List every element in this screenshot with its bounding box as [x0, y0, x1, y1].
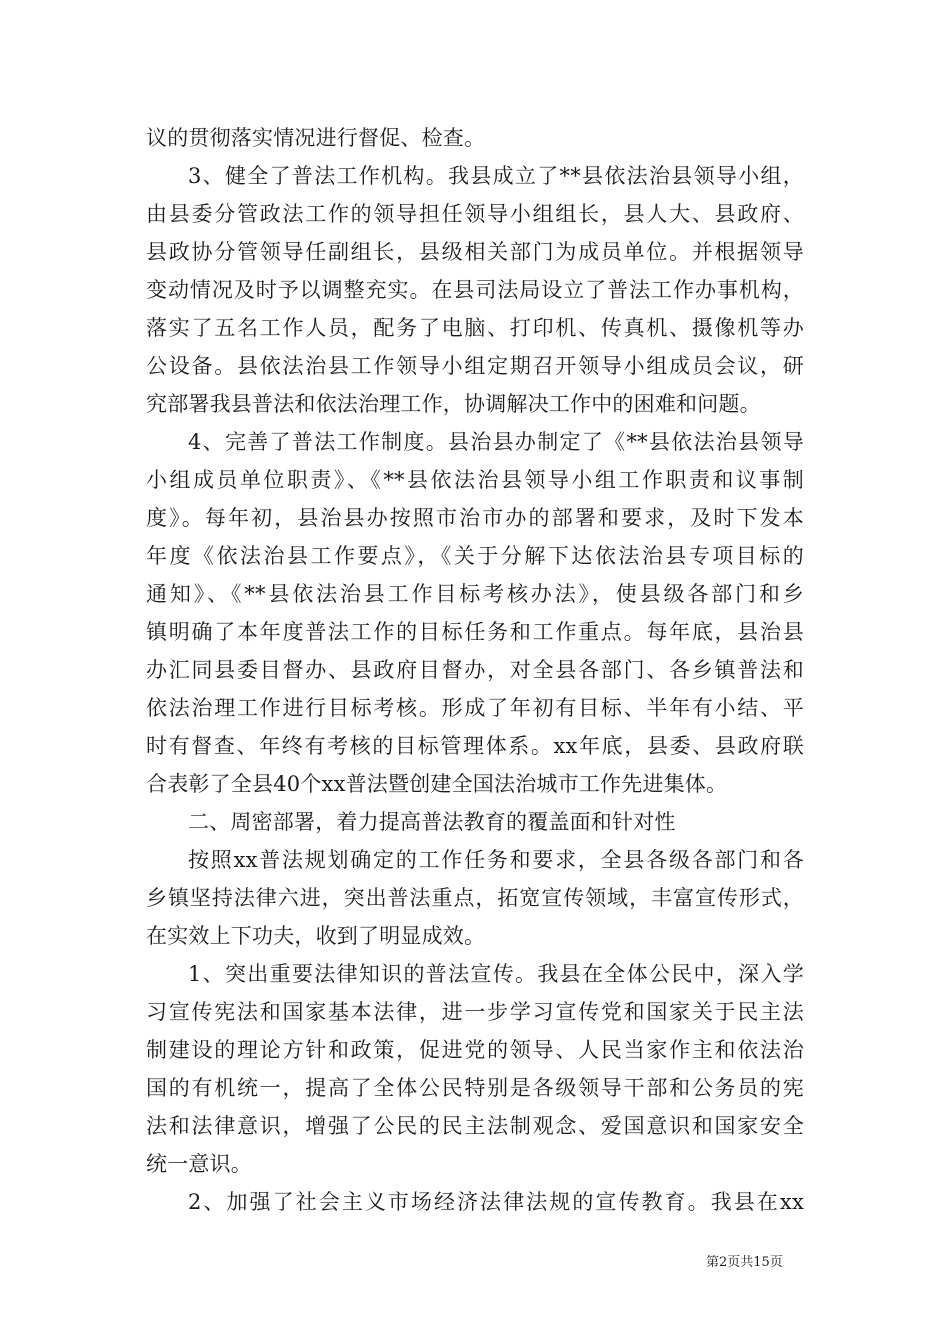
text-line: 变动情况及时予以调整充实。在县司法局设立了普法工作办事机构，	[146, 278, 804, 302]
text-line: 在实效上下功夫，收到了明显成效。	[146, 924, 486, 948]
text-line: 议的贯彻落实情况进行督促、检查。	[146, 126, 486, 150]
page-number: 第2页共15页	[706, 1255, 783, 1270]
text-line: 2、加强了社会主义市场经济法律法规的宣传教育。我县在xx	[188, 1190, 804, 1214]
text-line: 度》。每年初，县治县办按照市治市办的部署和要求，及时下发本	[146, 506, 804, 530]
text-line: 国的有机统一，提高了全体公民特别是各级领导干部和公务员的宪	[146, 1076, 804, 1100]
text-line: 公设备。县依法治县工作领导小组定期召开领导小组成员会议，研	[146, 354, 804, 378]
text-line: 3、健全了普法工作机构。我县成立了**县依法治县领导小组，	[188, 164, 804, 188]
text-line: 县政协分管领导任副组长，县级相关部门为成员单位。并根据领导	[146, 240, 804, 264]
text-line: 年度《依法治县工作要点》，《关于分解下达依法治县专项目标的	[146, 544, 804, 568]
text-line: 乡镇坚持法律六进，突出普法重点，拓宽宣传领域，丰富宣传形式，	[146, 886, 804, 910]
text-line: 办汇同县委目督办、县政府目督办，对全县各部门、各乡镇普法和	[146, 658, 804, 682]
text-line: 落实了五名工作人员，配务了电脑、打印机、传真机、摄像机等办	[146, 316, 804, 340]
text-line: 小组成员单位职责》、《**县依法治县领导小组工作职责和议事制	[146, 468, 804, 492]
text-line: 依法治理工作进行目标考核。形成了年初有目标、半年有小结、平	[146, 696, 804, 720]
text-line: 通知》、《**县依法治县工作目标考核办法》，使县级各部门和乡	[146, 582, 804, 606]
text-line: 合表彰了全县40个xx普法暨创建全国法治城市工作先进集体。	[146, 772, 728, 796]
text-line: 习宣传宪法和国家基本法律，进一步学习宣传党和国家关于民主法	[146, 1000, 804, 1024]
text-line: 镇明确了本年度普法工作的目标任务和工作重点。每年底，县治县	[146, 620, 804, 644]
text-line: 4、完善了普法工作制度。县治县办制定了《**县依法治县领导	[188, 430, 804, 454]
text-line: 法和法律意识，增强了公民的民主法制观念、爱国意识和国家安全	[146, 1114, 804, 1138]
text-line: 1、突出重要法律知识的普法宣传。我县在全体公民中，深入学	[188, 962, 804, 986]
text-line: 按照xx普法规划确定的工作任务和要求，全县各级各部门和各	[188, 848, 804, 872]
section-heading: 二、周密部署，着力提高普法教育的覆盖面和针对性	[188, 810, 676, 834]
text-line: 统一意识。	[146, 1152, 252, 1176]
text-line: 制建设的理论方针和政策，促进党的领导、人民当家作主和依法治	[146, 1038, 804, 1062]
text-line: 由县委分管政法工作的领导担任领导小组组长，县人大、县政府、	[146, 202, 804, 226]
text-line: 时有督查、年终有考核的目标管理体系。xx年底，县委、县政府联	[146, 734, 804, 758]
text-line: 究部署我县普法和依法治理工作，协调解决工作中的困难和问题。	[146, 392, 761, 416]
